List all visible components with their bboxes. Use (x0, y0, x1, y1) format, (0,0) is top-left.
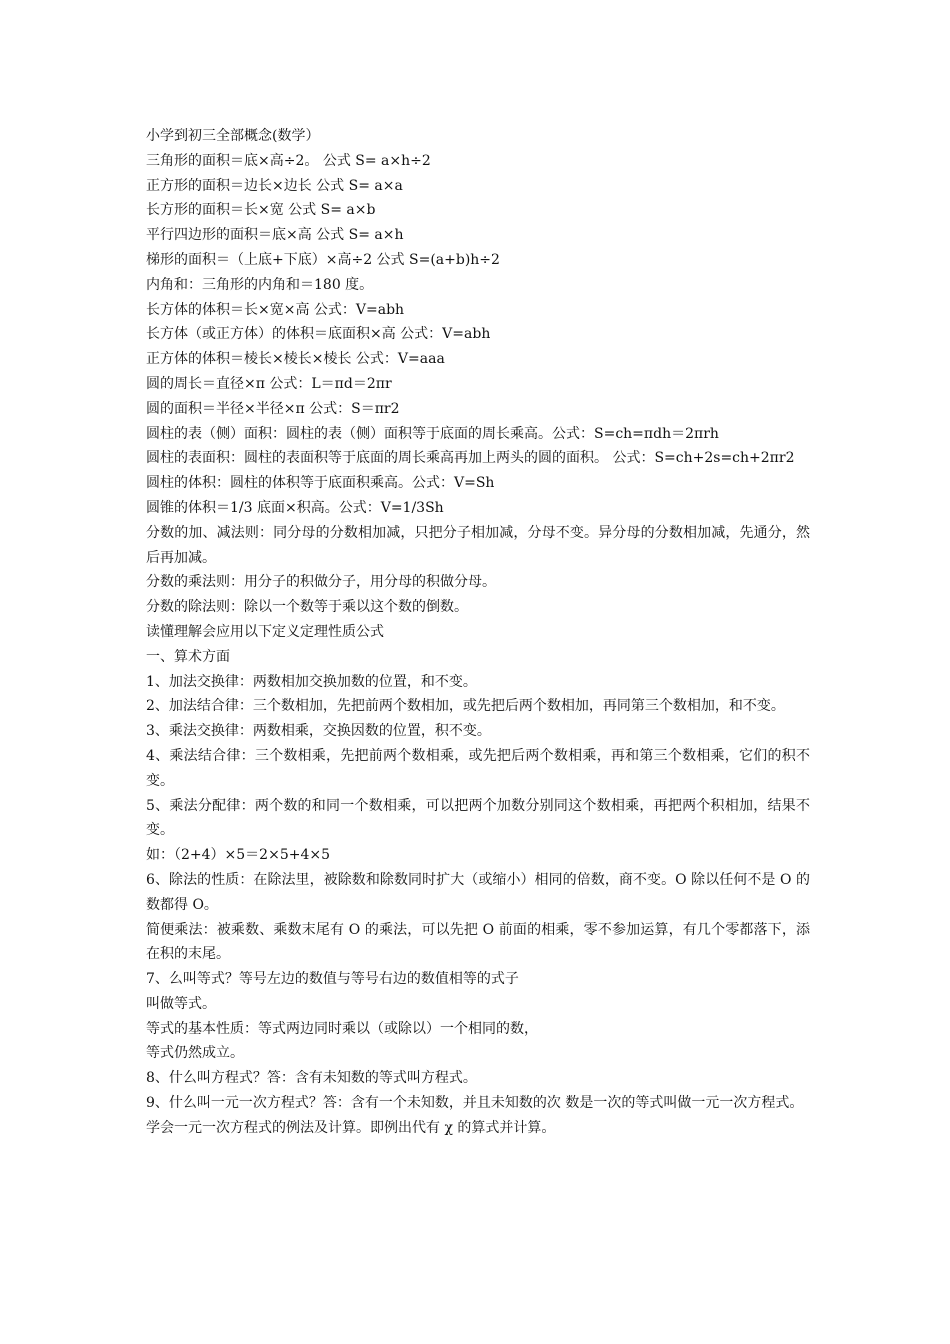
text-line: 9、什么叫一元一次方程式？答：含有一个未知数，并且未知数的次 数是一次的等式叫做一元一次方程式。 (146, 1095, 804, 1112)
text-line: 圆的周长＝直径×π 公式：L＝πd＝2πr (146, 375, 392, 392)
text-line: 三角形的面积＝底×高÷2。 公式 S= a×h÷2 (146, 152, 431, 169)
text-line: 等式的基本性质：等式两边同时乘以（或除以）一个相同的数， (146, 1020, 538, 1037)
document-body (146, 124, 810, 1141)
text-line: 长方体（或正方体）的体积＝底面积×高 公式：V=abh (146, 326, 491, 343)
text-line: 圆的面积＝半径×半径×π 公式：S＝πr2 (146, 400, 400, 417)
text-line: 学会一元一次方程式的例法及计算。即例出代有 χ 的算式并计算。 (146, 1119, 556, 1136)
text-line: 叫做等式。 (146, 995, 216, 1012)
text-line: 平行四边形的面积＝底×高 公式 S= a×h (146, 227, 404, 244)
text-line: 2、加法结合律：三个数相加，先把前两个数相加，或先把后两个数相加，再同第三个数相加，和不变。 (146, 698, 785, 715)
text-line: 梯形的面积＝（上底+下底）×高÷2 公式 S=(a+b)h÷2 (146, 251, 500, 268)
text-line: 正方体的体积＝棱长×棱长×棱长 公式：V=aaa (146, 351, 445, 368)
text-line: 圆锥的体积＝1/3 底面×积高。公式：V=1/3Sh (146, 499, 444, 516)
text-line: 3、乘法交换律：两数相乘，交换因数的位置，积不变。 (146, 723, 491, 740)
text-line: 等式仍然成立。 (146, 1045, 244, 1062)
text-line: 如：（2+4）×5＝2×5+4×5 (146, 847, 331, 864)
text-line: 圆柱的表面积：圆柱的表面积等于底面的周长乘高再加上两头的圆的面积。 公式：S=ch+2s=ch+2πr2 (146, 450, 795, 467)
document-title: 小学到初三全部概念(数学） (146, 128, 320, 144)
text-line: 8、什么叫方程式？答：含有未知数的等式叫方程式。 (146, 1070, 477, 1087)
section-heading: 读懂理解会应用以下定义定理性质公式 (146, 623, 384, 640)
text-line: 长方体的体积＝长×宽×高 公式：V=abh (146, 301, 405, 318)
text-line: 分数的加、减法则：同分母的分数相加减，只把分子相加减，分母不变。异分母的分数相加减，先通分，然后再加减。 (146, 524, 810, 566)
text-line: 6、除法的性质：在除法里，被除数和除数同时扩大（或缩小）相同的倍数，商不变。O 除以任何不是 O 的数都得 O。 (146, 871, 810, 913)
text-line: 分数的除法则：除以一个数等于乘以这个数的倒数。 (146, 599, 468, 616)
text-line: 分数的乘法则：用分子的积做分子，用分母的积做分母。 (146, 574, 496, 591)
text-line: 1、加法交换律：两数相加交换加数的位置，和不变。 (146, 673, 477, 690)
text-line: 正方形的面积＝边长×边长 公式 S= a×a (146, 177, 403, 194)
text-line: 5、乘法分配律：两个数的和同一个数相乘，可以把两个加数分别同这个数相乘，再把两个积相加，结果不变。 (146, 797, 810, 839)
text-line: 圆柱的体积：圆柱的体积等于底面积乘高。公式：V=Sh (146, 475, 495, 492)
text-line: 4、乘法结合律：三个数相乘，先把前两个数相乘，或先把后两个数相乘，再和第三个数相乘，它们的积不变。 (146, 747, 810, 789)
section-heading: 一、算术方面 (146, 648, 230, 665)
text-line: 内角和：三角形的内角和＝180 度。 (146, 276, 374, 293)
text-line: 长方形的面积＝长×宽 公式 S= a×b (146, 202, 376, 219)
text-line: 圆柱的表（侧）面积：圆柱的表（侧）面积等于底面的周长乘高。公式：S=ch=πdh＝2πrh (146, 425, 719, 442)
text-line: 7、么叫等式？等号左边的数值与等号右边的数值相等的式子 (146, 971, 519, 988)
text-line: 简便乘法：被乘数、乘数末尾有 O 的乘法，可以先把 O 前面的相乘，零不参加运算，有几个零都落下，添在积的末尾。 (146, 921, 810, 963)
